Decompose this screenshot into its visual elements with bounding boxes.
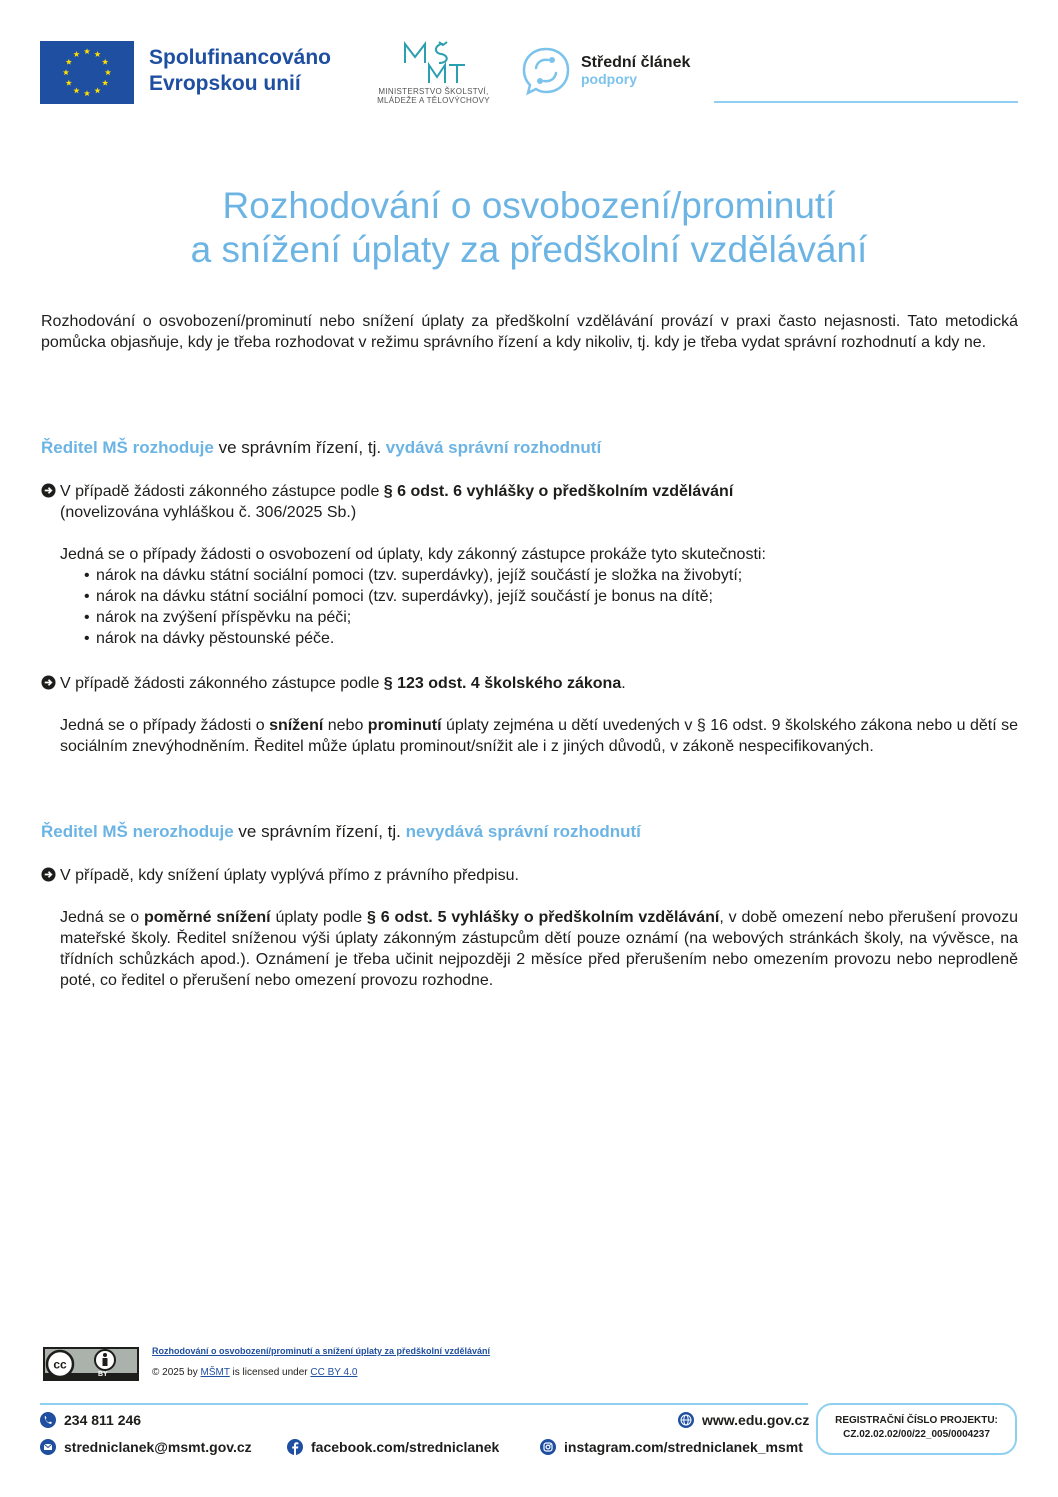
instagram-icon bbox=[540, 1439, 556, 1455]
case2-description: Jedná se o případy žádosti o snížení nebo prominutí úplaty zejména u dětí uvedených v § 16 odst. 9 školského zákona nebo u dětí se sociálním znevýhodněním. Ředitel může úplatu prominout/snížit ale i z jiných důvodů, v zákoně nespecifikovaných. bbox=[60, 717, 1019, 755]
facebook-contact[interactable]: facebook.com/stredniclanek bbox=[287, 1439, 499, 1455]
entitlement-list bbox=[41, 565, 1018, 649]
registration-number: CZ.02.02.02/00/22_005/0004237 bbox=[843, 1429, 990, 1440]
section1-case2: V případě žádosti zákonného zástupce podle § 123 odst. 4 školského zákona. Jedná se o případy žádosti o snížení nebo prominutí úplaty zejména u dětí uvedených v § 16 odst. 9 školského zákona nebo u dětí se sociálním znevýhodněním. Ředitel může úplatu prominout/snížit ale i z jiných důvodů, v zákoně nespecifikovaných. bbox=[41, 673, 1018, 757]
title-line-2: a snížení úplaty za předškolní vzdělávání bbox=[190, 229, 868, 270]
title-line-1: Rozhodování o osvobození/prominutí bbox=[222, 185, 836, 226]
section1-case1: V případě žádosti zákonného zástupce podle § 6 odst. 6 vyhlášky o předškolním vzdělávání (novelizována vyhláškou č. 306/2025 Sb.) Jedná se o případy žádosti o osvobození od úplaty, kdy zákonný zástupce prokáže tyto skutečnosti: • nárok na dávku státní sociální pomoci (tzv. superdávky), jejíž součástí je složka na živobytí; • nárok na dávku státní sociální pomoci (tzv. superdávky), jejíž součástí je bonus na dítě; • nárok na zvýšení příspěvku na péči; • nárok na dávky pěstounské péče. bbox=[41, 481, 1018, 649]
registration-box bbox=[816, 1403, 1017, 1455]
list-item: • nárok na zvýšení příspěvku na péči; bbox=[84, 607, 1018, 628]
license-line: © 2025 by MŠMT is licensed under CC BY 4.0 bbox=[152, 1367, 358, 1378]
globe-icon bbox=[678, 1412, 694, 1428]
web-contact[interactable]: www.edu.gov.cz bbox=[678, 1412, 809, 1428]
stredni-clanek-logo-icon bbox=[521, 46, 571, 96]
mail-icon bbox=[40, 1439, 56, 1455]
msmt-monogram-icon bbox=[399, 41, 469, 85]
section2-heading: Ředitel MŠ nerozhoduje ve správním řízení, tj. nevydává správní rozhodnutí bbox=[41, 822, 641, 841]
list-item: • nárok na dávku státní sociální pomoci (tzv. superdávky), jejíž součástí je bonus na dítě; bbox=[84, 586, 1018, 607]
list-item: • nárok na dávku státní sociální pomoci (tzv. superdávky), jejíž součástí je složka na živobytí; bbox=[84, 565, 1018, 586]
registration-label: REGISTRAČNÍ ČÍSLO PROJEKTU: bbox=[835, 1415, 998, 1426]
msmt-name-line-2: MLÁDEŽE A TĚLOVÝCHOVY bbox=[377, 96, 490, 105]
msmt-logo bbox=[366, 41, 501, 107]
eu-flag-logo bbox=[40, 41, 134, 104]
eu-line-1: Spolufinancováno bbox=[149, 46, 332, 69]
msmt-name-line-1: MINISTERSTVO ŠKOLSTVÍ, bbox=[378, 87, 489, 96]
license-link[interactable]: CC BY 4.0 bbox=[310, 1367, 358, 1378]
email-contact[interactable]: stredniclanek@msmt.gov.cz bbox=[40, 1439, 252, 1455]
creative-commons-icon bbox=[43, 1347, 139, 1381]
intro-paragraph: Rozhodování o osvobození/prominutí nebo snížení úplaty za předškolní vzdělávání provází v praxi často nejasnosti. Tato metodická pomůcka objasňuje, kdy je třeba rozhodovat v režimu správního řízení a kdy nikoliv, tj. kdy je třeba vydat správní rozhodnutí a kdy ne. bbox=[41, 313, 1018, 351]
facebook-icon bbox=[287, 1439, 303, 1455]
sc-subtitle: podpory bbox=[581, 71, 637, 87]
list-item: • nárok na dávky pěstounské péče. bbox=[84, 628, 1018, 649]
cc-by-badge bbox=[43, 1347, 139, 1381]
eu-cofinanced-text bbox=[149, 45, 331, 97]
sc-title: Střední článek bbox=[581, 54, 691, 71]
page-title bbox=[60, 184, 998, 272]
header-divider bbox=[714, 101, 1018, 103]
novelization-note: (novelizována vyhláškou č. 306/2025 Sb.) bbox=[60, 504, 357, 521]
stredni-clanek-text bbox=[581, 54, 690, 88]
msmt-link[interactable]: MŠMT bbox=[200, 1367, 230, 1378]
section2-description: Jedná se o poměrné snížení úplaty podle § 6 odst. 5 vyhlášky o předškolním vzdělávání, v době omezení nebo přerušení provozu mateřské školy. Ředitel sníženou výši úplaty zákonným zástupcům dětí pouze oznámí (na webových stránkách školy, na vývěsce, na třídních schůzkách apod.). Oznámení je třeba učinit nejpozději 2 měsíce před přerušením nebo omezením provozu nebo neprodleně poté, co ředitel o přerušení nebo omezení provozu rozhodne. bbox=[60, 909, 1019, 989]
document-link[interactable]: Rozhodování o osvobození/prominutí a snížení úplaty za předškolní vzdělávání bbox=[152, 1346, 491, 1356]
arrow-right-circle-icon bbox=[41, 867, 56, 882]
section2-case: V případě, kdy snížení úplaty vyplývá přímo z právního předpisu. Jedná se o poměrné snížení úplaty podle § 6 odst. 5 vyhlášky o předškolním vzdělávání, v době omezení nebo přerušení provozu mateřské školy. Ředitel sníženou výši úplaty zákonným zástupcům dětí pouze oznámí (na webových stránkách školy, na vývěsce, na třídních schůzkách apod.). Oznámení je třeba učinit nejpozději 2 měsíce před přerušením nebo omezením provozu nebo neprodleně poté, co ředitel o přerušení nebo omezení provozu rozhodne. bbox=[41, 865, 1018, 991]
phone-icon bbox=[40, 1412, 56, 1428]
footer-divider bbox=[40, 1403, 808, 1405]
eu-stars-icon bbox=[40, 41, 134, 104]
eu-line-2: Evropskou unií bbox=[149, 72, 301, 95]
case1-description: Jedná se o případy žádosti o osvobození od úplaty, kdy zákonný zástupce prokáže tyto skutečnosti: bbox=[60, 546, 766, 563]
arrow-right-circle-icon bbox=[41, 675, 56, 690]
cc-by-label: BY bbox=[98, 1371, 108, 1378]
section1-heading: Ředitel MŠ rozhoduje ve správním řízení, tj. vydává správní rozhodnutí bbox=[41, 438, 602, 457]
svg-text:cc: cc bbox=[53, 1357, 67, 1372]
phone-contact[interactable]: 234 811 246 bbox=[40, 1412, 141, 1428]
arrow-right-circle-icon bbox=[41, 483, 56, 498]
instagram-contact[interactable]: instagram.com/stredniclanek_msmt bbox=[540, 1439, 803, 1455]
